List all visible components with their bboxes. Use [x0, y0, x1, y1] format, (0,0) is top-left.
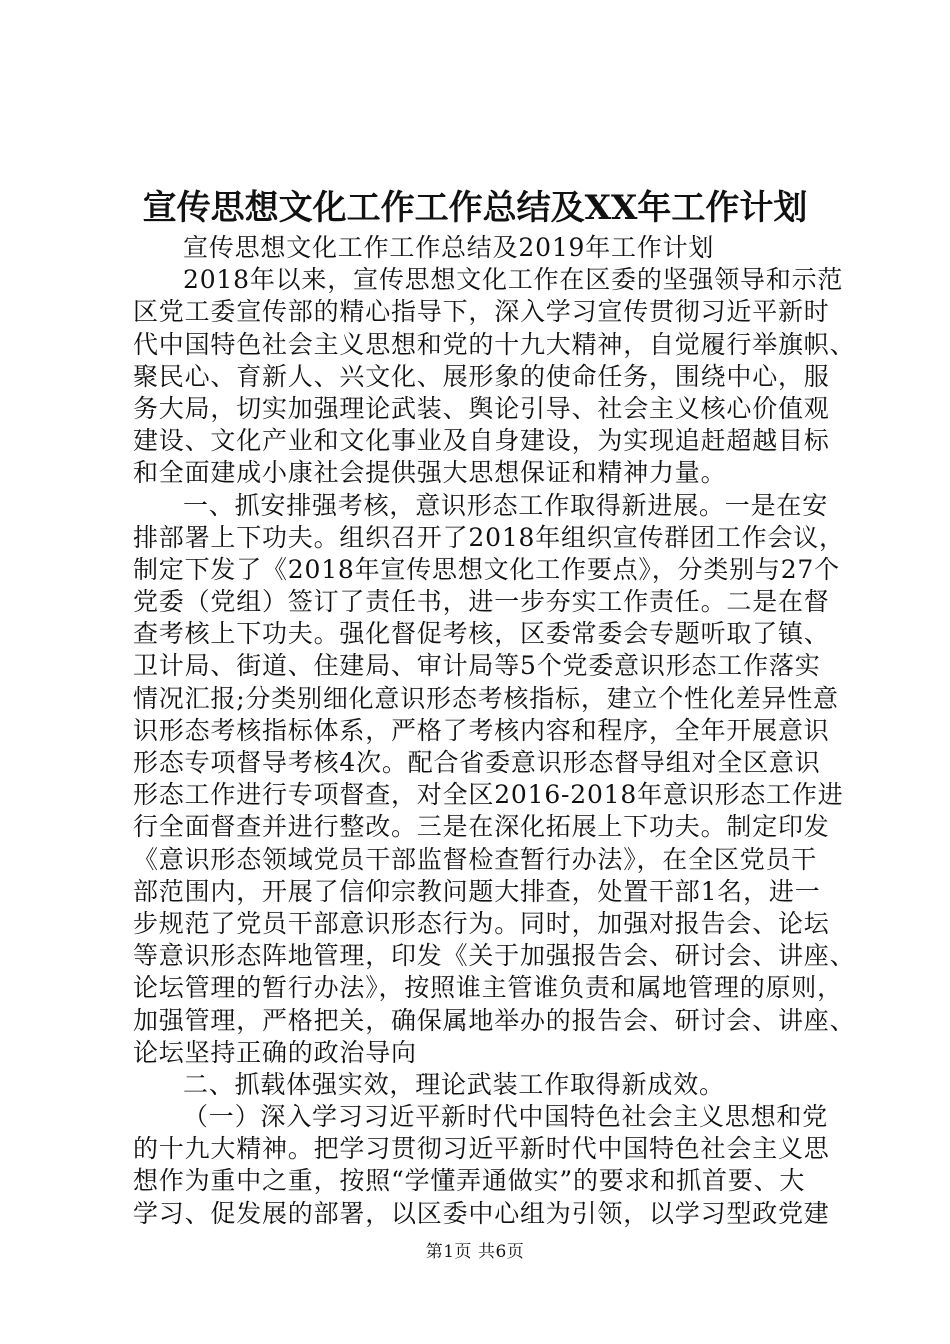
body-line: 论坛管理的暂行办法》，按照谁主管谁负责和属地管理的原则， [133, 973, 843, 1003]
body-line: 的十九大精神。把学习贯彻习近平新时代中国特色社会主义思 [133, 1134, 830, 1164]
body-line: 2018年以来，宣传思想文化工作在区委的坚强领导和示范 [183, 265, 844, 295]
page-footer: 第1页 共6页 [425, 1242, 525, 1262]
body-line: 查考核上下功夫。强化督促考核，区委常委会专题听取了镇、 [133, 619, 830, 649]
body-line: 二、抓载体强实效，理论武装工作取得新成效。 [183, 1069, 725, 1099]
body-line: 区党工委宣传部的精心指导下，深入学习宣传贯彻习近平新时 [133, 297, 830, 327]
body-line: 卫计局、街道、住建局、审计局等5个党委意识形态工作落实 [133, 651, 821, 681]
body-line: 想作为重中之重，按照“学懂弄通做实”的要求和抓首要、大 [133, 1166, 806, 1196]
body-line: 部范围内，开展了信仰宗教问题大排查，处置干部1名，进一 [133, 876, 821, 906]
body-line: 建设、文化产业和文化事业及自身建设，为实现追赶超越目标 [133, 426, 830, 456]
body-line: 加强管理，严格把关，确保属地举办的报告会、研讨会、讲座、 [133, 1005, 856, 1035]
body-line: （一）深入学习习近平新时代中国特色社会主义思想和党 [183, 1102, 829, 1132]
body-line: 形态专项督导考核4次。配合省委意识形态督导组对全区意识 [133, 748, 821, 777]
body-line: 代中国特色社会主义思想和党的十九大精神，自觉履行举旗帜、 [133, 329, 856, 359]
document-title: 宣传思想文化工作工作总结及XX年工作计划 [142, 188, 808, 228]
body-line: 步规范了党员干部意识形态行为。同时，加强对报告会、论坛 [133, 908, 830, 938]
body-line: 排部署上下功夫。组织召开了2018年组织宣传群团工作会议， [133, 522, 845, 552]
body-line: 形态工作进行专项督查，对全区2016-2018年意识形态工作进 [133, 780, 844, 810]
body-line: 聚民心、育新人、兴文化、展形象的使命任务，围绕中心，服 [133, 361, 830, 391]
body-line: 宣传思想文化工作工作总结及2019年工作计划 [183, 233, 715, 262]
body-line: 论坛坚持正确的政治导向 [133, 1037, 417, 1067]
body-line: 党委（党组）签订了责任书，进一步夯实工作责任。二是在督 [133, 587, 830, 617]
body-line: 《意识形态领域党员干部监督检查暂行办法》，在全区党员干 [133, 844, 818, 874]
body-line: 一、抓安排强考核，意识形态工作取得新进展。一是在安 [183, 490, 829, 520]
body-line: 行全面督查并进行整改。三是在深化拓展上下功夫。制定印发 [133, 812, 830, 842]
body-line: 务大局，切实加强理论武装、舆论引导、社会主义核心价值观 [133, 393, 830, 423]
body-line: 等意识形态阵地管理，印发《关于加强报告会、研讨会、讲座、 [133, 941, 856, 971]
body-line: 学习、促发展的部署，以区委中心组为引领，以学习型政党建 [133, 1198, 830, 1228]
body-line: 识形态考核指标体系，严格了考核内容和程序，全年开展意识 [133, 715, 830, 745]
body-line: 情况汇报;分类别细化意识形态考核指标，建立个性化差异性意 [133, 683, 839, 713]
body-line: 制定下发了《2018年宣传思想文化工作要点》，分类别与27个 [133, 554, 840, 584]
body-line: 和全面建成小康社会提供强大思想保证和精神力量。 [133, 458, 727, 488]
document-body [133, 232, 856, 1230]
